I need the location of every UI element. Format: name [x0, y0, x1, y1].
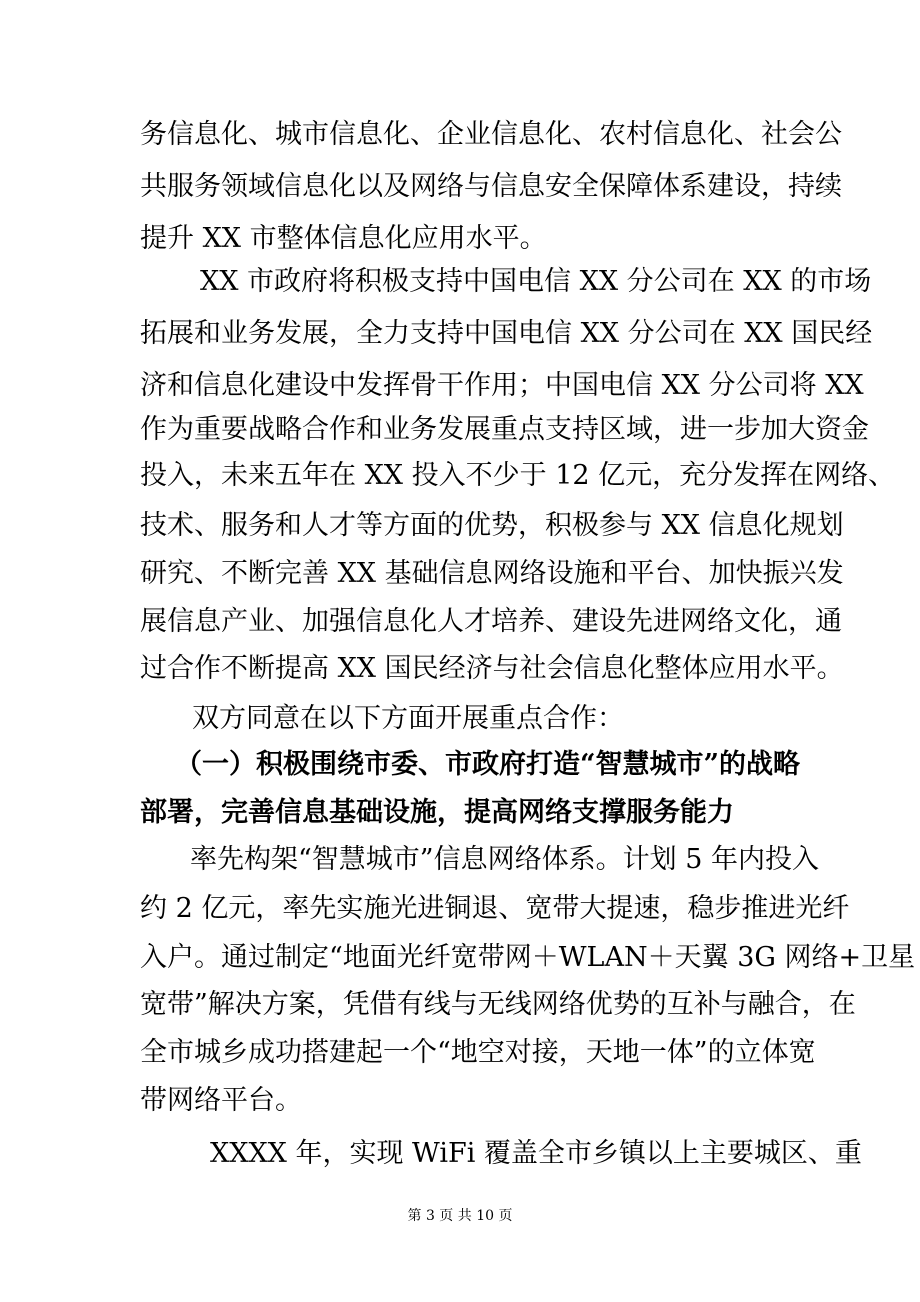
page-footer: 第 3 页 共 10 页	[407, 1208, 513, 1224]
body-text-line: 济和信息化建设中发挥骨干作用；中国电信 XX 分公司将 XX	[140, 370, 864, 401]
section-heading-line: 部署，完善信息基础设施，提高网络支撑服务能力	[140, 797, 734, 828]
body-text-line: XXXX 年，实现 WiFi 覆盖全市乡镇以上主要城区、重	[210, 1138, 862, 1169]
body-text-line: 率先构架“智慧城市”信息网络体系。计划 5 年内投入	[190, 844, 819, 875]
body-text-line: 提升 XX 市整体信息化应用水平。	[140, 223, 547, 254]
body-text-line: 作为重要战略合作和业务发展重点支持区域，进一步加大资金	[140, 414, 869, 445]
body-text-line: 全市城乡成功搭建起一个“地空对接，天地一体”的立体宽	[140, 1037, 816, 1068]
body-text-line: 拓展和业务发展，全力支持中国电信 XX 分公司在 XX 国民经	[140, 318, 873, 349]
body-text-line: 宽带”解决方案，凭借有线与无线网络优势的互补与融合，在	[140, 989, 856, 1020]
body-text-line: 双方同意在以下方面开展重点合作：	[192, 703, 624, 734]
body-text-line: 展信息产业、加强信息化人才培养、建设先进网络文化，通	[140, 606, 842, 637]
body-text-line: 入户。通过制定“地面光纤宽带网＋WLAN＋天翼 3G 网络+卫星	[140, 942, 916, 973]
body-text-line: 技术、服务和人才等方面的优势，积极参与 XX 信息化规划	[140, 510, 844, 541]
body-text-line: XX 市政府将积极支持中国电信 XX 分公司在 XX 的市场	[200, 266, 872, 297]
body-text-line: 投入，未来五年在 XX 投入不少于 12 亿元，充分发挥在网络、	[140, 460, 896, 491]
body-text-line: 过合作不断提高 XX 国民经济与社会信息化整体应用水平。	[140, 653, 844, 684]
body-text-line: 约 2 亿元，率先实施光进铜退、宽带大提速，稳步推进光纤	[140, 893, 850, 924]
body-text-line: 带网络平台。	[140, 1085, 302, 1116]
body-text-line: 务信息化、城市信息化、企业信息化、农村信息化、社会公	[140, 119, 842, 150]
body-text-line: 共服务领域信息化以及网络与信息安全保障体系建设，持续	[140, 171, 842, 202]
body-text-line: 研究、不断完善 XX 基础信息网络设施和平台、加快振兴发	[140, 558, 844, 589]
section-heading-line: （一）积极围绕市委、市政府打造“智慧城市”的战略	[175, 749, 801, 780]
